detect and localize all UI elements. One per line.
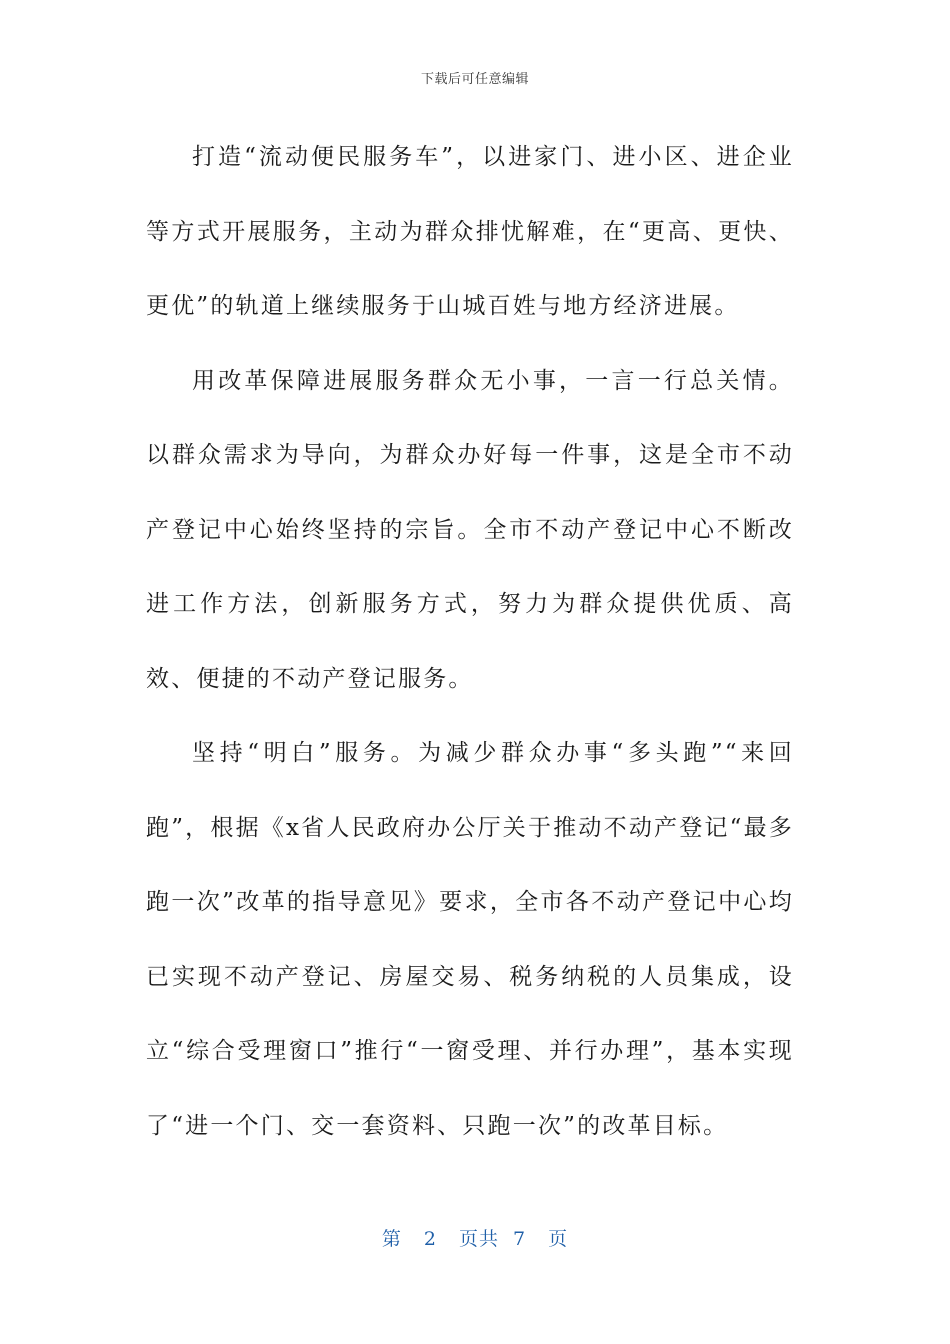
- header-note: 下载后可任意编辑: [420, 72, 529, 87]
- current-page-number: 2: [423, 1228, 437, 1250]
- page-prefix: 第: [381, 1228, 402, 1250]
- paragraph-1: 打造“流动便民服务车”，以进家门、进小区、进企业等方式开展服务，主动为群众排忧解难，在“更高、更快、更优”的轨道上继续服务于山城百姓与地方经济进展。: [146, 144, 794, 319]
- body-text: [146, 120, 794, 1163]
- page-footer: [0, 1224, 950, 1251]
- total-pages-number: 7: [513, 1228, 527, 1250]
- page-suffix: 页: [548, 1228, 569, 1250]
- page-mid: 页共: [458, 1228, 499, 1250]
- paragraph-2: 用改革保障进展服务群众无小事，一言一行总关情。以群众需求为导向，为群众办好每一件事，这是全市不动产登记中心始终坚持的宗旨。全市不动产登记中心不断改进工作方法，创新服务方式，努力为群众提供优质、高效、便捷的不动产登记服务。: [146, 367, 794, 692]
- paragraph-3: 坚持“明白”服务。为减少群众办事“多头跑”“来回跑”，根据《x省人民政府办公厅关于推动不动产登记“最多跑一次”改革的指导意见》要求，全市各不动产登记中心均已实现不动产登记、房屋交易、税务纳税的人员集成，设立“综合受理窗口”推行“一窗受理、并行办理”，基本实现了“进一个门、交一套资料、只跑一次”的改革目标。: [146, 740, 794, 1139]
